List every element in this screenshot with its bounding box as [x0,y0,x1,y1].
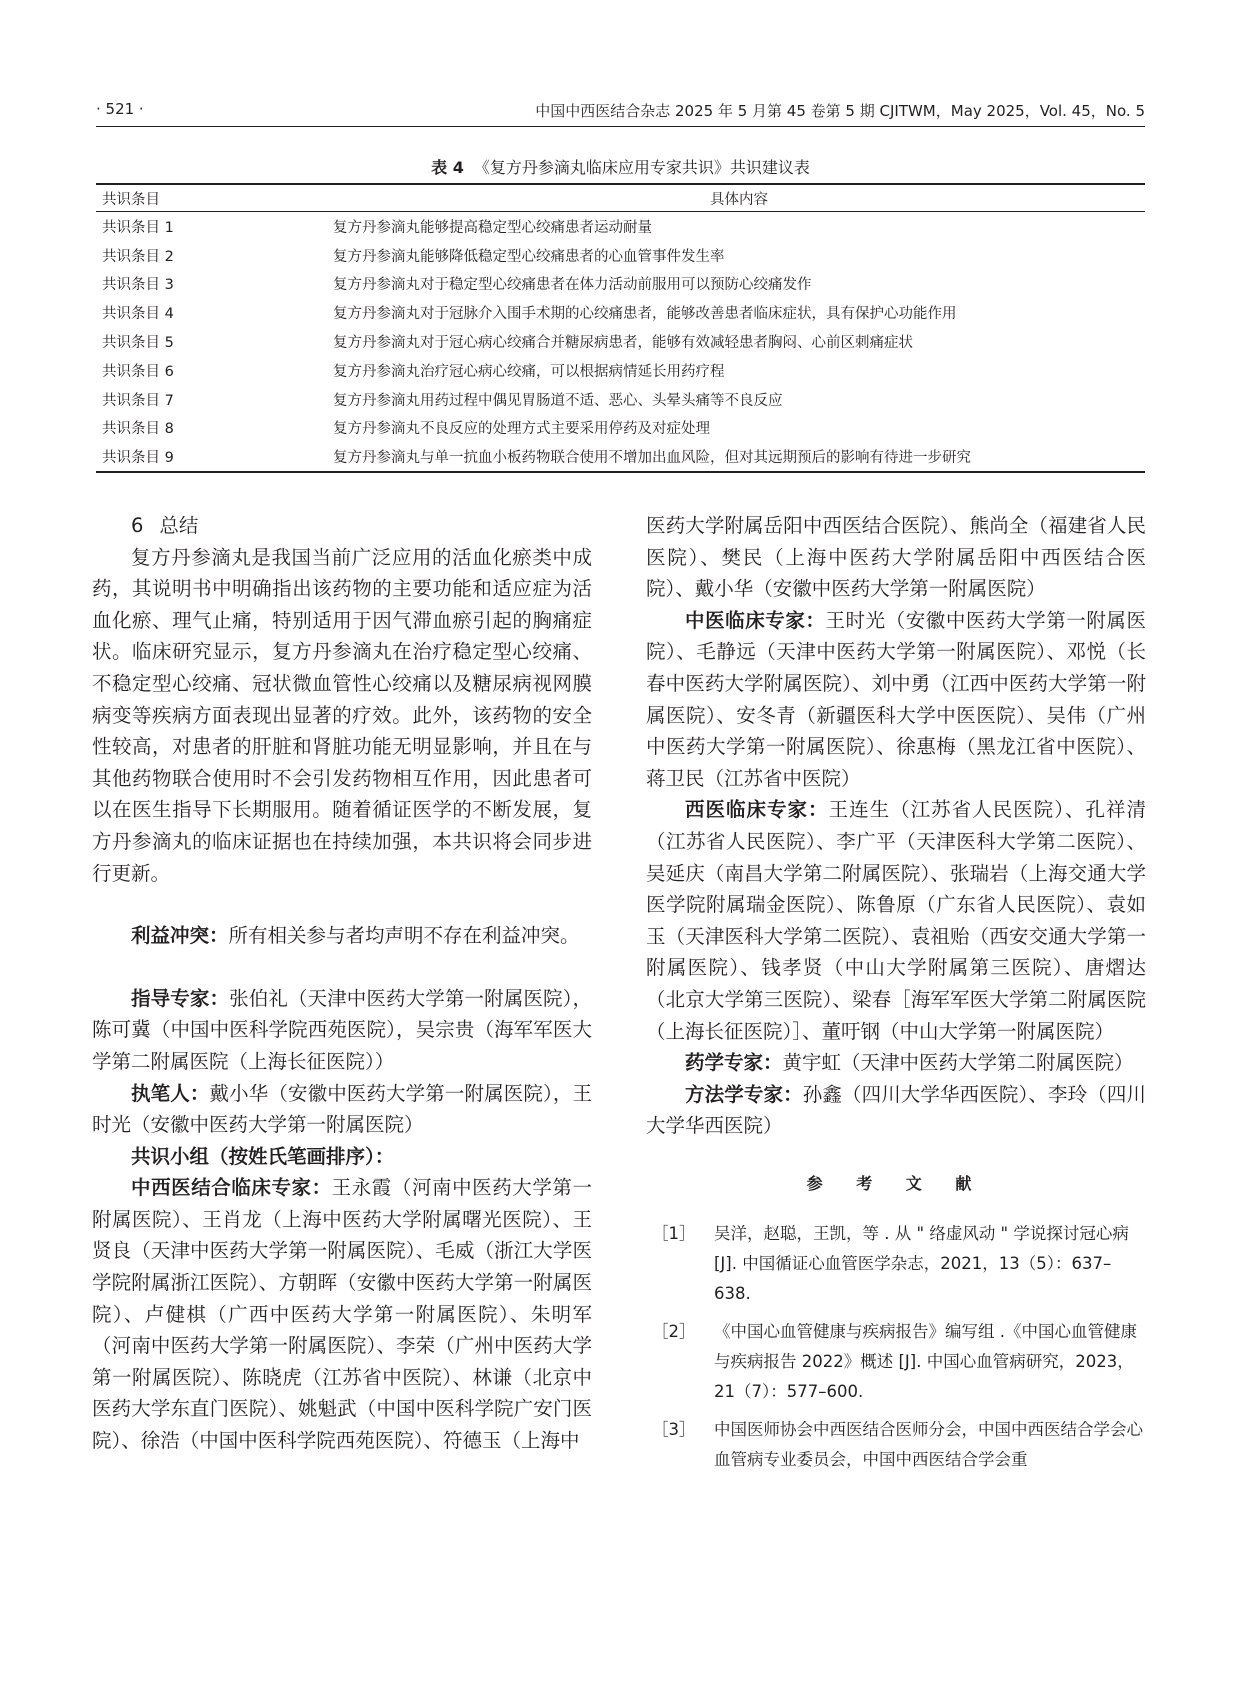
table-row [96,442,1145,472]
methodology-experts [646,1079,1146,1142]
table-cell: 共识条目 6 [102,363,174,380]
reference-text: 中国医师协会中西医结合医师分会，中国中西医结合学会心血管病专业委员会，中国中西医结合学会重 [714,1420,1143,1470]
table-cell: 复方丹参滴丸能够提高稳定型心绞痛患者运动耐量 [333,219,652,236]
integrated-label: 中西医结合临床专家： [131,1176,332,1200]
references-heading: 参 考 文 献 [806,1173,986,1193]
header-rule [96,126,1145,127]
section-heading [92,510,592,542]
table-caption [96,155,1145,178]
summary-paragraph: 复方丹参滴丸是我国当前广泛应用的活血化瘀类中成药，其说明书中明确指出该药物的主要功能和适应症为活血化瘀、理气止痛，特别适用于因气滞血瘀引起的胸痛症状。临床研究显示，复方丹参滴丸在治疗稳定型心绞痛、不稳定型心绞痛、冠状微血管性心绞痛以及糖尿病视网膜病变等疾病方面表现出显著的疗效。此外，该药物的安全性较高，对患者的肝脏和肾脏功能无明显影响，并且在与其他药物联合使用时不会引发药物相互作用，因此患者可以在医生指导下长期服用。随着循证医学的不断发展，复方丹参滴丸的临床证据也在持续加强，本共识将会同步进行更新。 [92,545,592,885]
table-cell: 复方丹参滴丸与单一抗血小板药物联合使用不增加出血风险，但对其远期预后的影响有待进一步研究 [327,442,1145,472]
pharmacy-experts [646,1047,1146,1079]
table-row [96,414,1145,443]
reference-item [646,1415,1146,1475]
table-cell: 复方丹参滴丸对于稳定型心绞痛患者在体力活动前服用可以预防心绞痛发作 [333,277,812,294]
table-row [96,298,1145,327]
table-cell: 复方丹参滴丸能够降低稳定型心绞痛患者的心血管事件发生率 [333,248,725,265]
coi-label: 利益冲突： [131,924,229,948]
table-title: 《复方丹参滴丸临床应用专家共识》共识建议表 [473,158,810,177]
table-header-row [96,184,1145,212]
table-cell: 共识条目 7 [102,392,174,409]
section-title: 总结 [159,514,199,537]
reference-item [646,1317,1146,1407]
integrated-experts-cont: 医药大学附属岳阳中西医结合医院）、熊尚全（福建省人民医院）、樊民（上海中医药大学附属岳阳中西医结合医院）、戴小华（安徽中医药大学第一附属医院） [646,514,1146,601]
western-text: 王连生（江苏省人民医院）、孔祥清（江苏省人民医院）、李广平（天津医科大学第二医院）、吴延庆（南昌大学第二附属医院）、张瑞岩（上海交通大学医学院附属瑞金医院）、陈鲁原（广东省人民医院）、袁如玉（天津医科大学第二医院）、袁祖贻（西安交通大学第一附属医院）、钱孝贤（中山大学附属第三医院）、唐熠达（北京大学第三医院）、梁春［海军军医大学第二附属医院（上海长征医院）］、董吁钢（中山大学第一附属医院） [646,798,1146,1043]
writers [92,1078,592,1141]
guide-text: 张伯礼（天津中医药大学第一附属医院），陈可冀（中国中医科学院西苑医院），吴宗贵（海军军医大学第二附属医院（上海长征医院）） [92,986,592,1073]
consensus-table [96,183,1145,473]
writer-text: 戴小华（安徽中医药大学第一附属医院），王时光（安徽中医药大学第一附属医院） [92,1081,592,1137]
table-cell: 复方丹参滴丸用药过程中偶见胃肠道不适、恶心、头晕头痛等不良反应 [333,392,783,409]
reference-number: ［1］ [652,1224,696,1244]
conflict-of-interest [92,920,592,952]
table-row [96,270,1145,299]
western-label: 西医临床专家： [685,798,829,822]
reference-number: ［3］ [652,1420,696,1440]
column-header: 共识条目 [96,184,327,212]
integrated-text: 王永霞（河南中医药大学第一附属医院）、王肖龙（上海中医药大学附属曙光医院）、王贤良（天津中医药大学第一附属医院）、毛威（浙江大学医学院附属浙江医院）、方朝晖（安徽中医药大学第一附属医院）、卢健棋（广西中医药大学第一附属医院）、朱明军（河南中医药大学第一附属医院）、李荣（广州中医药大学第一附属医院）、陈晓虎（江苏省中医院）、林谦（北京中医药大学东直门医院）、姚魁武（中国中医科学院广安门医院）、徐浩（中国中医科学院西苑医院）、符德玉（上海中 [92,1176,592,1453]
table-cell: 共识条目 1 [102,219,174,236]
tcm-label: 中医临床专家： [685,608,826,632]
section-number: 6 [131,514,144,537]
tcm-experts [646,605,1146,795]
table-cell: 复方丹参滴丸不良反应的处理方式主要采用停药及对症处理 [333,421,710,438]
journal-citation: 中国中西医结合杂志 2025 年 5 月第 45 卷第 5 期 CJITWM，May 2025，Vol. 45，No. 5 [535,102,1145,120]
table-cell: 复方丹参滴丸治疗冠心病心绞痛，可以根据病情延长用药疗程 [333,363,725,380]
table-cell: 共识条目 8 [102,421,174,438]
guide-label: 指导专家： [131,986,230,1010]
reference-text: 吴洋，赵聪，王凯，等 . 从 " 络虚风动 " 学说探讨冠心病 [J]. 中国循证心血管医学杂志，2021，13（5）：637–638. [714,1224,1129,1304]
tcm-text: 王时光（安徽中医药大学第一附属医院）、毛静远（天津中医药大学第一附属医院）、邓悦（长春中医药大学附属医院）、刘中勇（江西中医药大学第一附属医院）、安冬青（新疆医科大学中医医院）、吴伟（广州中医药大学第一附属医院）、徐惠梅（黑龙江省中医院）、蒋卫民（江苏省中医院） [646,608,1146,790]
integrated-experts [92,1172,592,1456]
table-cell: 共识条目 2 [102,248,174,265]
reference-text: 《中国心血管健康与疾病报告》编写组 .《中国心血管健康与疾病报告 2022》概述 [J]. 中国心血管病研究，2023，21（7）：577–600. [714,1322,1137,1402]
table-cell: 复方丹参滴丸对于冠心病心绞痛合并糖尿病患者，能够有效减轻患者胸闷、心前区刺痛症状 [333,335,913,352]
reference-item [646,1219,1146,1309]
methodology-label: 方法学专家： [685,1082,803,1106]
coi-text: 所有相关参与者均声明不存在利益冲突。 [228,924,580,948]
table-cell: 共识条目 9 [96,442,327,472]
table-row [96,356,1145,385]
column-header: 具体内容 [327,184,1145,212]
page-number: · 521 · [96,100,144,118]
pharmacy-text: 黄宇虹（天津中医药大学第二附属医院） [782,1051,1134,1075]
table-row [96,212,1145,241]
western-experts [646,794,1146,1047]
right-column [646,510,1146,1483]
running-header [96,100,1145,120]
writer-label: 执笔人： [131,1081,210,1105]
table-label: 表 4 [431,158,464,177]
table-cell: 共识条目 5 [102,335,174,352]
methodology-text: 孙鑫（四川大学华西医院）、李玲（四川大学华西医院） [646,1082,1146,1138]
pharmacy-label: 药学专家： [685,1051,783,1075]
group-heading [92,1141,592,1173]
reference-number: ［2］ [652,1322,696,1342]
table-cell: 共识条目 3 [102,277,174,294]
guiding-experts [92,983,592,1078]
table-row [96,385,1145,414]
table-row [96,241,1145,270]
left-column [92,510,592,1457]
table-cell: 共识条目 4 [102,306,174,323]
table-cell: 复方丹参滴丸对于冠脉介入围手术期的心绞痛患者，能够改善患者临床症状，具有保护心功能作用 [333,306,957,323]
table-row [96,327,1145,356]
group-label: 共识小组（按姓氏笔画排序）： [131,1144,395,1168]
